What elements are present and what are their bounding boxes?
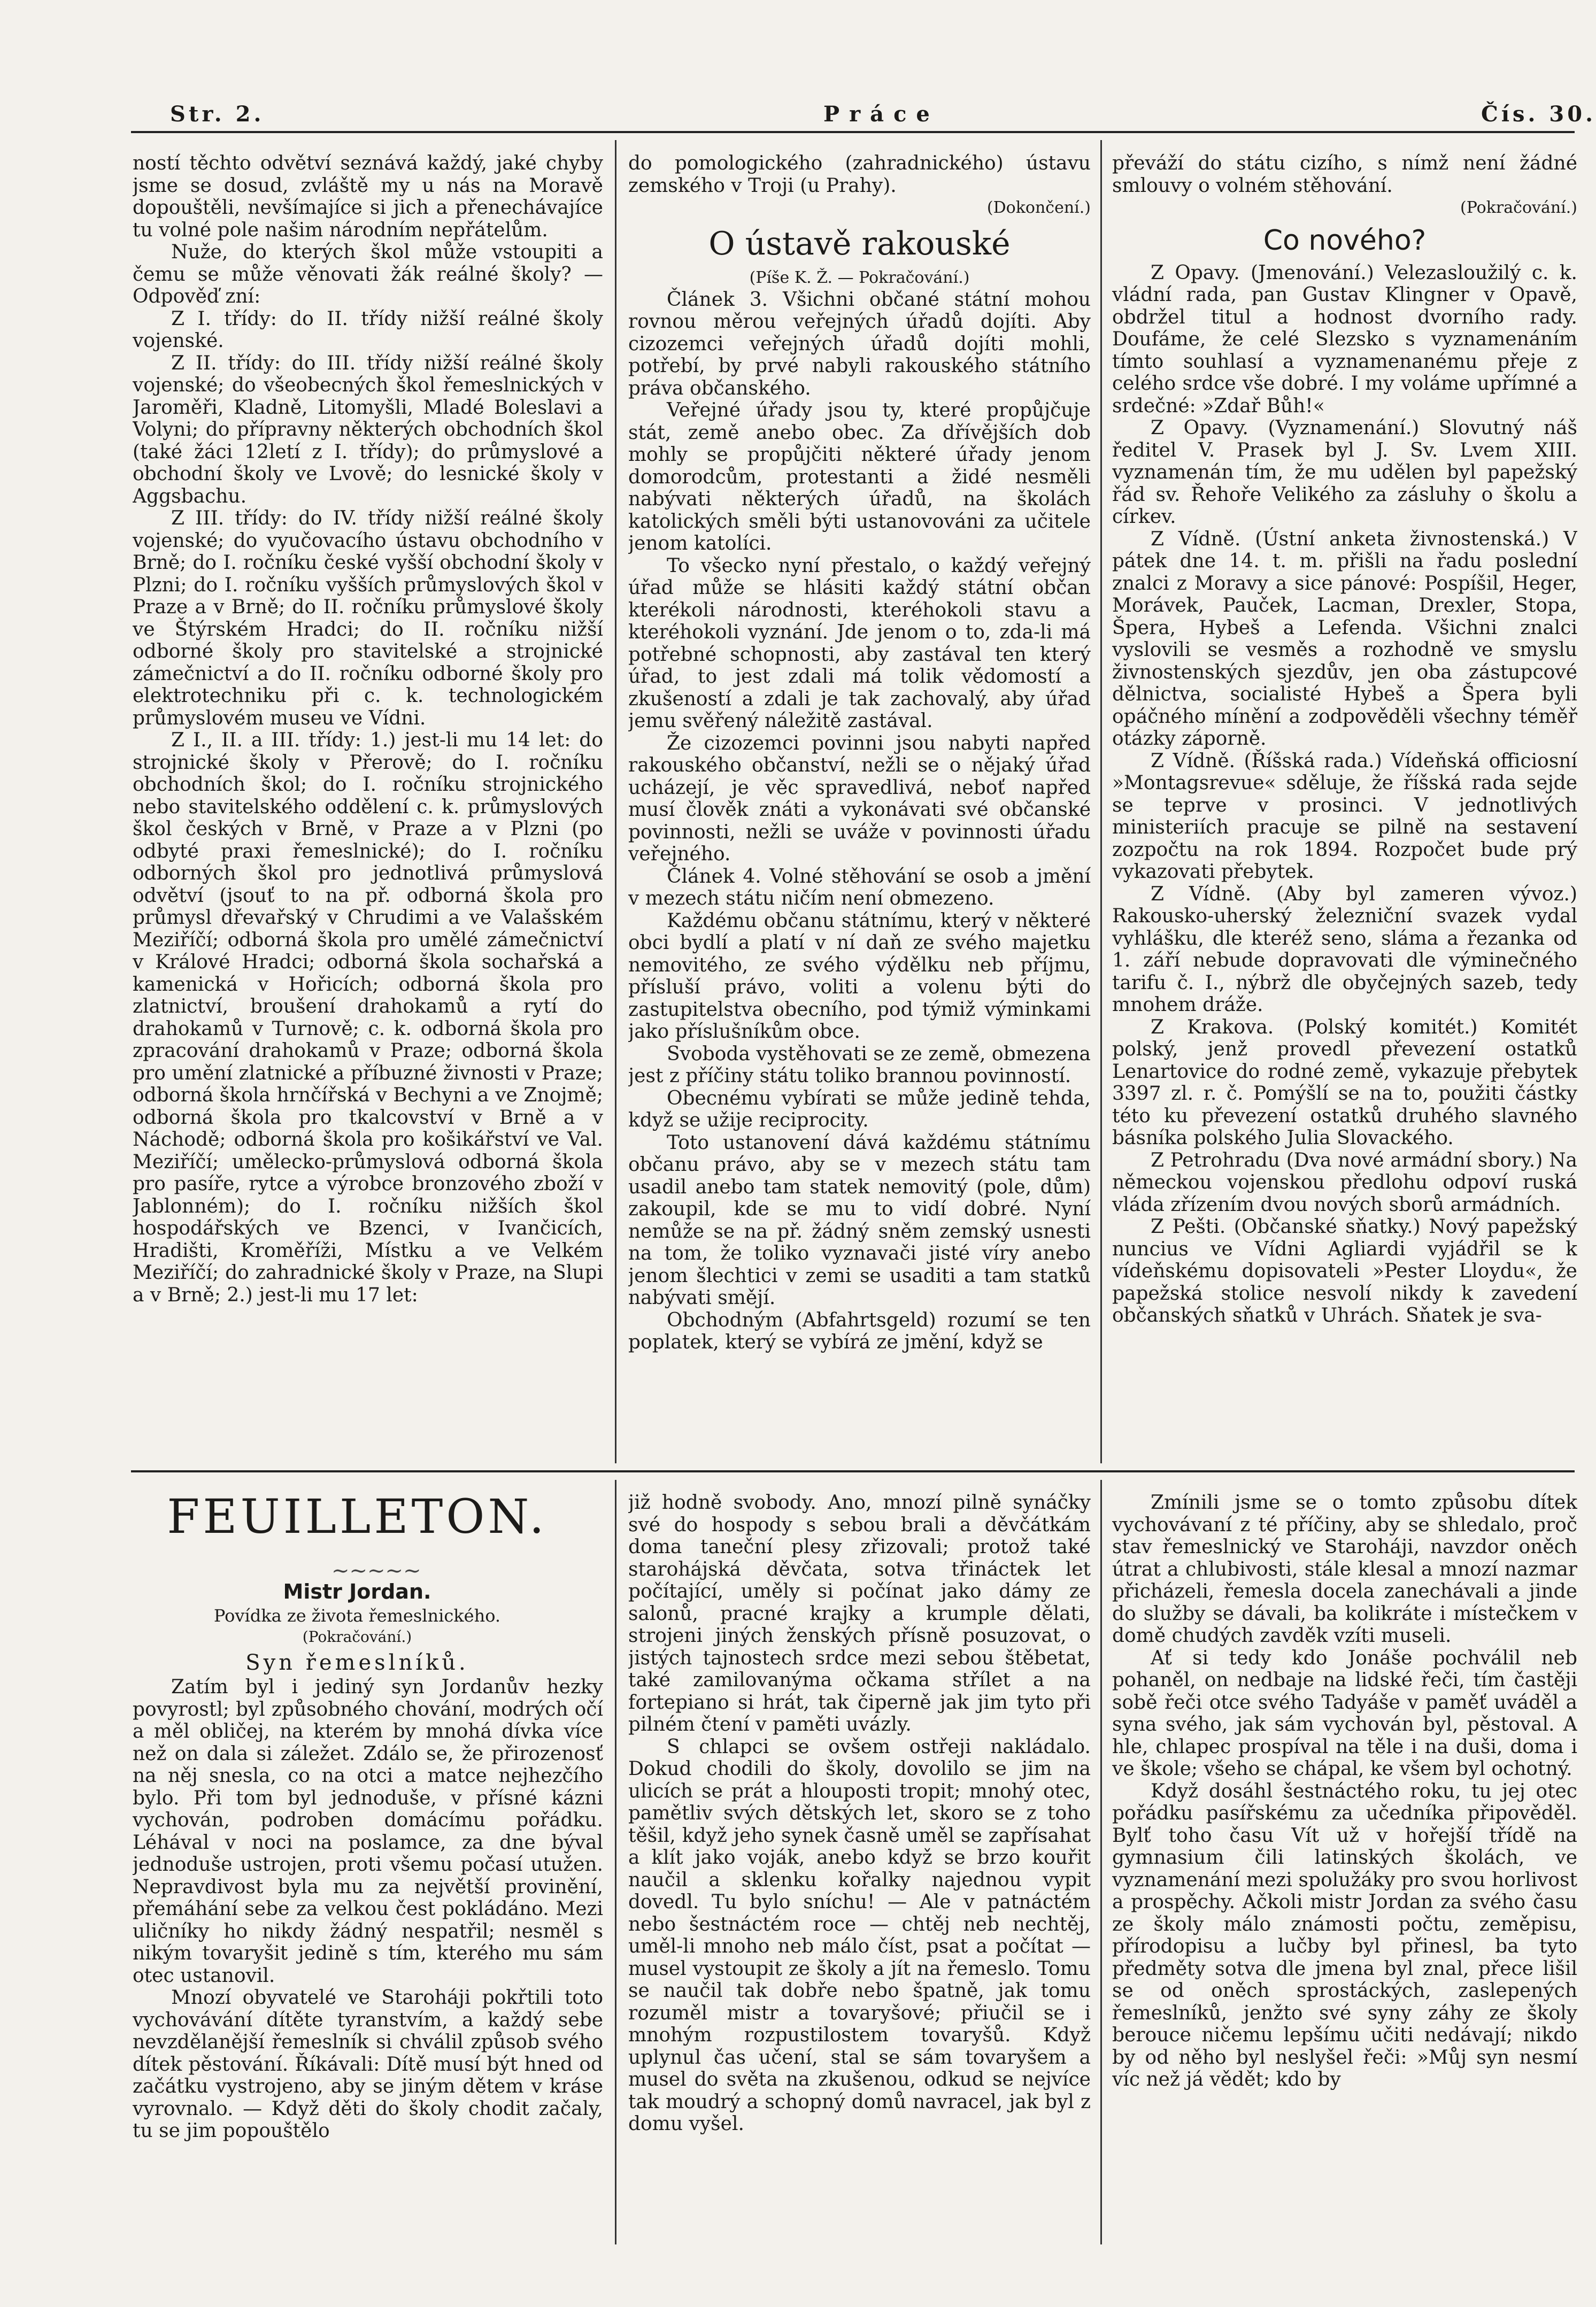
paragraph: To všecko nyní přestalo, o každý veřejný úřad může se hlásiti každý státní občan kterékoli národnosti, kteréhokoli stavu a kteréhokoli vyznání. Jde jenom o to, zda-li má potřebné schopnosti, aby zastával ten který úřad, to jest zdali má tolik vědomostí a zkušeností a zdali je tak zachovalý, aby úřad jemu svěřený náležitě zastával.: [628, 554, 1091, 732]
article-title: O ústavě rakouské: [708, 225, 1011, 263]
paragraph: Když dosáhl šestnáctého roku, tu jej otec pořádku pasířskému za učedníka připověděl. Bylť toho času Vít už v hořejší třídě na gymnasium čili latinských školách, ve vyznamenání mezi spolužáky pro svou horlivost a prospěchy. Ačkoli mistr Jordan za svého času ze školy málo známosti počtu, zeměpisu, přírodopisu a lučby byl přinesl, ba tyto předměty sotva dle jmena byl znal, přece lišil se od oněch sprostáckých, zaslepených řemeslníků, jenžto své syny záhy ze školy berouce ničemu lepšímu učiti nedávají; nikdo by od něho byl neslyšel řeči: »Můj syn nesmí víc než já vědět; kdo by: [1112, 1780, 1577, 2090]
feuilleton-column-1: [133, 1676, 603, 2248]
paragraph: Ať si tedy kdo Jonáše pochválil neb pohaněl, on nedbaje na lidské řeči, tím častěji sobě řeči otce svého Tadyáše v paměť uváděl a syna svého, jak sám vychován byl, pěstoval. A hle, chlapec prospíval na těle i na duši, doma i ve škole; všeho se chápal, ke všem byl ochotný.: [1112, 1647, 1577, 1780]
story-title: Mistr Jordan.: [283, 1580, 431, 1603]
paragraph: Toto ustanovení dává každému státnímu občanu právo, aby se v mezech státu tam usadil anebo tam statek nemovitý (pole, dům) zakoupil, kde se mu to vidí dobré. Nyní nemůže se na př. žádný sněm zemský usnesti na tom, že toliko vyznavači jisté víry anebo jenom šlechtici v zemi se usaditi a tam statků nabývati smějí.: [628, 1131, 1091, 1309]
paragraph: Svoboda vystěhovati se ze země, obmezena jest z příčiny státu toliko brannou povinností.: [628, 1043, 1091, 1087]
paragraph: Zmínili jsme se o tomto způsobu dítek vychovávaní z té příčiny, aby se shledalo, proč stav řemeslnický ve Staroháji, navzdor oněch útrat a chlubivosti, stále klesal a mnozí nazmar přicházeli, řemesla docela zanechávali a jinde do služby se dávali, ba kolikráte i místečkem v domě chudých zavděk vzíti museli.: [1112, 1492, 1577, 1647]
paragraph: Veřejné úřady jsou ty, které propůjčuje stát, země anebo obec. Za dřívějších dob mohly se propůjčiti některé úřady jenom domorodcům, protestanti a židé nesměli nabývati některých úřadů, na školách katolických směli býti ustanovováni za učitele jenom katolíci.: [628, 399, 1091, 554]
feuilleton-column-3: [1112, 1492, 1577, 2248]
news-item: Z Pešti. (Občanské sňatky.) Nový papežský nuncius ve Vídni Agliardi vyjádřil se k vídeňskému dopisovateli »Pester Lloydu«, že papežská stolice nesvolí nikdy k zavedení občanských sňatků v Uhrách. Sňatek je sva-: [1112, 1216, 1577, 1326]
newspaper-title: Práce: [823, 102, 939, 127]
column-divider-3: [615, 1480, 616, 2244]
news-item: Z Opavy. (Vyznamenání.) Slovutný náš ředitel V. Prasek byl J. Sv. Lvem XIII. vyznamenán tím, že mu udělen byl papežský řád sv. Řehoře Velikého za zásluhy o školu a církev.: [1112, 417, 1577, 528]
article-schools-column: [133, 152, 603, 1465]
paragraph: Z III. třídy: do IV. třídy nižší reálné školy vojenské; do vyučovacího ústavu obchodního v Brně; do I. ročníku české vyšší obchodní školy v Plzni; do I. ročníku vyšších průmyslových škol v Praze a v Brně; do II. ročníku průmyslové školy ve Štýrském Hradci; do II. ročníku nižší odborné školy pro stavitelské a strojnické zámečnictví a do II. ročníku odborné školy pro elektrotechniku při c. k. technologickém průmyslovém museu ve Vídni.: [133, 507, 603, 729]
paragraph: ností těchto odvětví seznává každý, jaké chyby jsme se dosud, zvláště my u nás na Moravě dopouštěli, nevšímajíce si jich a přenechávajíce tu volné pole našim národním nepřátelům.: [133, 152, 603, 241]
paragraph: Z I. třídy: do II. třídy nižší reálné školy vojenské.: [133, 307, 603, 352]
news-item: Z Petrohradu (Dva nové armádní sbory.) Na německou vojenskou předlohu odpoví ruská vláda zřízením dvou nových sborů armádních.: [1112, 1149, 1577, 1216]
paragraph: Nuže, do kterých škol může vstoupiti a čemu se může věnovati žák reálné školy? — Odpověď zní:: [133, 241, 603, 307]
end-note: (Pokračování.): [1460, 198, 1577, 217]
paragraph: Obchodným (Abfahrtsgeld) rozumí se ten poplatek, který se vybírá ze jmění, když se: [628, 1309, 1091, 1353]
news-column: [1112, 152, 1577, 1465]
paragraph: S chlapci se ovšem ostřeji nakládalo. Dokud chodili do školy, dovolilo se jim na ulicích se prát a hlouposti tropit; mnohý otec, pamětliv svých dětských let, skoro se z toho těšil, když jeho synek časně uměl se zapřísahat a klít jako voják, anebo když se brzo kouřit naučil a sklenku kořalky najednou vypit dovedl. Tu bylo sníchu! — Ale v patnáctém nebo šestnáctém roce — chtěj neb nechtěj, uměl-li mnoho neb málo číst, psat a počítat — musel vystoupit ze školy a jít na řemeslo. Tomu se naučil tak dobře nebo špatně, jak tomu rozuměl mistr a tovaryšové; přiučil se i mnohým rozpustilostem tovaryšů. Když uplynul čas učení, stal se sám tovaryšem a musel do světa na zkušenou, odkud se nejvíce tak moudrý a schopný domů navracel, jak byl z domu vyšel.: [628, 1735, 1091, 2135]
column-divider-4: [1100, 1480, 1102, 2244]
news-item: Z Vídně. (Říšská rada.) Vídeňská officiosní »Montagsrevue« sděluje, že říšská rada sejde se teprve v prosinci. V jednotlivých ministeriích pracuje se pilně na sestavení zozpočtu na rok 1894. Rozpočet bude prý vykazovati přebytek.: [1112, 750, 1577, 883]
feuilleton-column-2: [628, 1492, 1091, 2248]
story-continuation: (Pokračování.): [302, 1628, 412, 1646]
paragraph: Z I., II. a III. třídy: 1.) jest-li mu 14 let: do strojnické školy v Přerově; do I. ročníku obchodních škol; do I. ročníku strojnického nebo stavitelského oddělení c. k. průmyslových škol českých v Brně, v Praze a v Plzni (po odbyté praxi řemeslnické); do I. ročníku odborných škol pro jednotlivá průmyslová odvětví (jsouť to na př. odborná škola pro průmysl dřevařský v Chrudimi a ve Valašském Meziříčí; odborná škola pro umělé zámečnictví v Králové Hradci; odborná škola sochařská a kamenická v Hořicích; odborná škola pro zlatnictví, broušení drahokamů a rytí do drahokamů v Turnově; c. k. odborná škola pro zpracování drahokamů v Praze; odborná škola pro umění zlatnické a příbuzné živnosti v Praze; odborná škola hrnčířská v Bechyni a ve Znojmě; odborná škola pro tkalcovství v Brně a v Náchodě; odborná škola pro košikářství ve Val. Meziříčí; umělecko-průmyslová odborná škola pro pasíře, rytce a výrobce bronzového zboží v Jablonném); do I. ročníku nižších škol hospodářských ve Bzenci, v Ivančicích, Hradišti, Kroměříži, Místku a ve Velkém Meziříčí; do zahradnické školy v Praze, na Slupi a v Brně; 2.) jest-li mu 17 let:: [133, 729, 603, 1306]
article-constitution-column: [628, 152, 1091, 1465]
paragraph: Mnozí obyvatelé ve Staroháji pokřtili toto vychovávání dítěte tyranstvím, a každý sebe nevzdělanější řemeslník si chválil způsob svého dítek pěstování. Říkávali: Dítě musí být hned od začátku vystrojeno, aby se jiným dětem v kráse vyrovnalo. — Když děti do školy chodit začaly, tu se jim popouštělo: [133, 1987, 603, 2142]
feuilleton-heading: FEUILLETON.: [167, 1489, 548, 1544]
paragraph-lead: převáží do státu cizího, s nímž není žádné smlouvy o volném stěhování.: [1112, 152, 1577, 197]
header-rule: [131, 131, 1575, 133]
paragraph: Z II. třídy: do III. třídy nižší reálné školy vojenské; do všeobecných škol řemeslnických v Jaroměři, Kladně, Litomyšli, Mladé Boleslavi a Volyni; do přípravny některých obchodních škol (také žáci 12letí z I. třídy); do průmyslové a obchodní školy ve Lvově; do lesnické školy v Aggsbachu.: [133, 352, 603, 507]
news-item: Z Opavy. (Jmenování.) Velezasloužilý c. k. vládní rada, pan Gustav Klingner v Opavě, obdržel titul a hodnost dvorního rady. Doufáme, že celé Slezsko s vyznamenáním tímto souhlasí a vyznamenanému přeje z celého srdce vše dobré. I my voláme upřímné a srdečné: »Zdař Bůh!«: [1112, 261, 1577, 417]
news-item: Z Vídně. (Ústní anketa živnostenská.) V pátek dne 14. t. m. přišli na řadu poslední znalci z Moravy a sice pánové: Pospíšil, Heger, Morávek, Pauček, Lacman, Drexler, Stopa, Špera, Hybeš a Lefenda. Všichni znalci vyslovili se vesměs a rozhodně ve smyslu živnostenských sjezdův, jen oba zástupcové dělnictva, socialisté Hybeš a Špera byli opáčného mínění a zodpověděli všechny téměř otázky záporně.: [1112, 528, 1577, 750]
paragraph: již hodně svobody. Ano, mnozí pilně synáčky své do hospody s sebou brali a děvčátkám doma taneční plesy zřizovali; protož také starohájská děvčata, sotva třináctek let počítající, uměly si počínat jako dámy ze salonů, pracné krajky a krumple dělati, strojeni jiných ženských přísně posuzovat, o jistých tajnostech srdce mezi sebou štěbetat, také zamilovanýma očkama střílet a na fortepiano si hrát, tak čiperně jak jim tyto při pilném čtení v paměti uvázly.: [628, 1492, 1091, 1735]
chapter-title: Syn řemeslníků.: [245, 1650, 469, 1675]
paragraph: Že cizozemci povinni jsou nabyti napřed rakouského občanství, nežli se o nějaký úřad ucházejí, je věc spravedlivá, neboť napřed musí člověk znáti a vykonávati své občanské povinnosti, nežli se uváže v povinnosti úřadu veřejného.: [628, 732, 1091, 865]
paragraph: Článek 3. Všichni občané státní mohou rovnou měrou veřejných úřadů dojíti. Aby cizozemci veřejných úřadů dojíti mohli, potřebí, by prvé nabyli rakouského státního práva občanského.: [628, 288, 1091, 399]
feuilleton-rule: [131, 1470, 1575, 1472]
news-item: Z Krakova. (Polský komitét.) Komitét polský, jenž provedl převezení ostatků Lenartovice do rodné země, vykazuje přebytek 3397 zl. r. č. Pomýšlí se na to, použiti částky této ku převezení ostatků druhého slavného básníka polského Julia Slovackého.: [1112, 1016, 1577, 1149]
news-item: Z Vídně. (Aby byl zameren vývoz.) Rakousko-uherský železniční svazek vydal vyhlášku, dle kteréž seno, sláma a řezanka od 1. září nebude dopravovati dle výminečného tarifu č. I., nýbrž dle obyčejných sazeb, tedy mnohem dráže.: [1112, 883, 1577, 1016]
paragraph: Každému občanu státnímu, který v některé obci bydlí a platí v ní daň ze svého majetku nemovitého, ze svého výdělku neb příjmu, přísluší právo, voliti a volenu býti do zastupitelstva obecního, pod týmiž výminkami jako příslušníkům obce.: [628, 909, 1091, 1043]
ornament: ~~~~~: [331, 1558, 421, 1583]
paragraph: Obecnému vybírati se může jedině tehda, když se užije reciprocity.: [628, 1087, 1091, 1131]
column-divider-2: [1100, 140, 1102, 1463]
page-number: Str. 2.: [170, 102, 265, 127]
end-note: (Dokončení.): [986, 198, 1091, 217]
column-divider-1: [615, 140, 616, 1463]
paragraph: Zatím byl i jediný syn Jordanův hezky povyrostl; byl způsobného chování, modrých očí a měl obličej, na kterém by mnohá dívka více než on dala si záležet. Zdálo se, že přirozenosť na něj snesla, co na otci a matce nejhezčího bylo. Při tom byl jednoduše, v přísné kázni vychován, podroben domácímu pořádku. Léhával v noci na poslamce, za dne býval jednoduše ustrojen, proti všemu počasí utužen. Nepravdivost byla mu za největší provinění, přemáhání sebe za velkou čest pokládáno. Mezi uličníky ho nikdy žádný nespatřil; nesměl s nikým tovaryšit jedině s tím, kterého mu sám otec ustanovil.: [133, 1676, 603, 1987]
issue-number: Čís. 30.: [1481, 102, 1596, 127]
paragraph: Článek 4. Volné stěhování se osob a jmění v mezech státu ničím není obmezeno.: [628, 865, 1091, 909]
rubric-title: Co nového?: [1263, 224, 1427, 257]
story-subtitle: Povídka ze života řemeslnického.: [213, 1606, 501, 1626]
article-byline: (Píše K. Ž. — Pokračování.): [749, 268, 970, 287]
paragraph-lead: do pomologického (zahradnického) ústavu zemského v Troji (u Prahy).: [628, 152, 1091, 197]
